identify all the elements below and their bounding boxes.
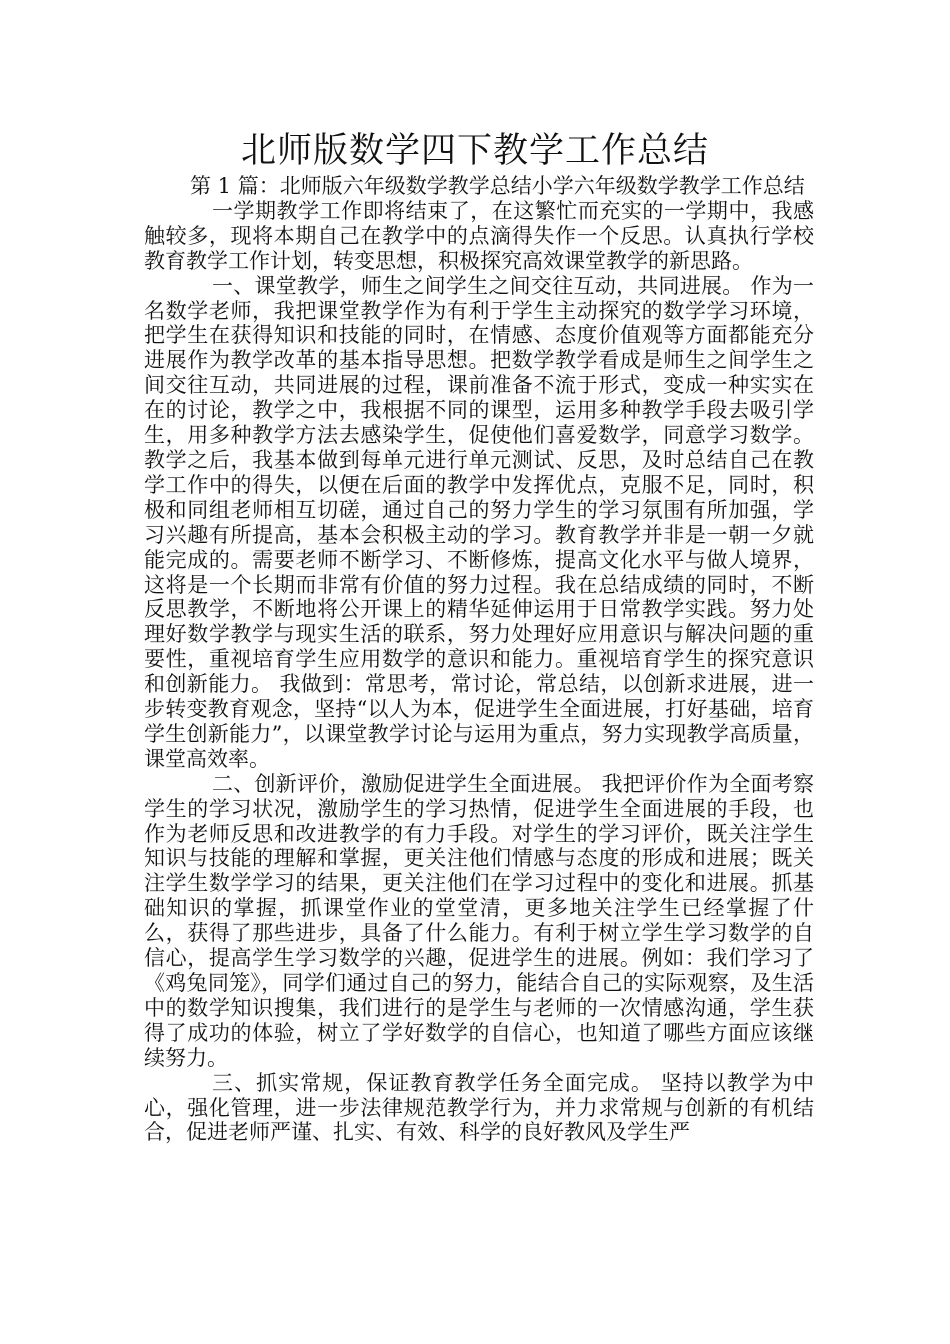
paragraph-section-1: 一、课堂教学，师生之间学生之间交往互动，共同进展。 作为一名数学老师，我把课堂教学作为有利于学生主动探究的数学学习环境，把学生在获得知识和技能的同时，在情感、态度价值观等方面都能充分进展作为教学改革的基本指导思想。把数学教学看成是师生之间学生之间交往互动，共同进展的过程，课前准备不流于形式，变成一种实实在在的讨论，教学之中，我根据不同的课型，运用多种教学手段去吸引学生，用多种教学方法去感染学生，促使他们喜爱数学，同意学习数学。教学之后，我基本做到每单元进行单元测试、反思，及时总结自己在教学工作中的得失，以便在后面的教学中发挥优点，克服不足，同时，积极和同组老师相互切磋，通过自己的努力学生的学习氛围有所加强，学习兴趣有所提高，基本会积极主动的学习。教育教学并非是一朝一夕就能完成的。需要老师不断学习、不断修炼，提高文化水平与做人境界，这将是一个长期而非常有价值的努力过程。我在总结成绩的同时，不断反思教学，不断地将公开课上的精华延伸运用于日常教学实践。努力处理好数学教学与现实生活的联系，努力处理好应用意识与解决问题的重要性，重视培育学生应用数学的意识和能力。重视培育学生的探究意识和创新能力。 我做到：常思考，常讨论，常总结，以创新求进展，进一步转变教育观念，坚持“以人为本，促进学生全面进展，打好基础，培育学生创新能力”，以课堂教学讨论与运用为重点，努力实现教学高质量，课堂高效率。 — [144, 273, 814, 771]
document-title: 北师版数学四下教学工作总结 — [240, 131, 709, 171]
paragraph-section-2: 二、创新评价，激励促进学生全面进展。 我把评价作为全面考察学生的学习状况，激励学生的学习热情，促进学生全面进展的手段，也作为老师反思和改进教学的有力手段。对学生的学习评价，既关注学生知识与技能的理解和掌握，更关注他们情感与态度的形成和进展；既关注学生数学学习的结果，更关注他们在学习过程中的变化和进展。抓基础知识的掌握，抓课堂作业的堂堂清，更多地关注学生已经掌握了什么，获得了那些进步，具备了什么能力。有利于树立学生学习数学的自信心，提高学生学习数学的兴趣，促进学生的进展。例如：我们学习了《鸡兔同笼》，同学们通过自己的努力，能结合自己的实际观察，及生活中的数学知识搜集，我们进行的是学生与老师的一次情感沟通，学生获得了成功的体验，树立了学好数学的自信心，也知道了哪些方面应该继续努力。 — [144, 771, 814, 1070]
paragraph-section-3: 三、抓实常规，保证教育教学任务全面完成。 坚持以教学为中心，强化管理，进一步法律规范教学行为，并力求常规与创新的有机结合，促进老师严谨、扎实、有效、科学的良好教风及学生严 — [144, 1070, 814, 1145]
document-subtitle: 第 1 篇：北师版六年级数学教学总结小学六年级数学教学工作总结 — [190, 174, 805, 198]
document-body — [144, 174, 814, 1145]
paragraph-intro: 一学期教学工作即将结束了，在这繁忙而充实的一学期中，我感触较多，现将本期自己在教学中的点滴得失作一个反思。认真执行学校教育教学工作计划，转变思想，积极探究高效课堂教学的新思路。 — [144, 198, 814, 273]
